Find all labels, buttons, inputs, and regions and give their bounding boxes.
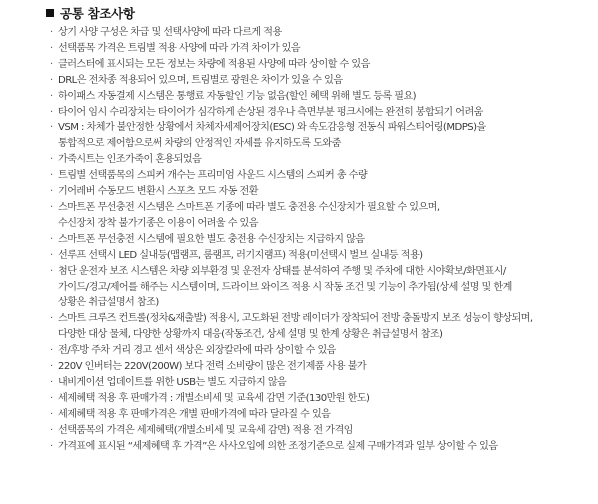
bullet-dot-icon: · bbox=[50, 265, 53, 277]
section-title: 공통 참조사항 bbox=[60, 6, 135, 21]
note-text: DRL은 전차종 적용되어 있으며, 트림별로 광원은 차이가 있을 수 있음 bbox=[58, 74, 343, 86]
note-item bbox=[50, 311, 596, 343]
square-bullet-icon bbox=[46, 9, 54, 17]
note-item bbox=[50, 105, 596, 121]
note-text: 220V 인버터는 220V(200W) 보다 전력 소비량이 많은 전기제품 사용 불가 bbox=[58, 361, 367, 373]
note-item bbox=[50, 89, 596, 105]
note-item bbox=[50, 152, 596, 168]
note-item bbox=[50, 439, 596, 455]
note-item bbox=[50, 41, 596, 57]
note-text-continuation: 통합적으로 제어함으로써 차량의 안정적인 자세를 유지하도록 도와줌 bbox=[58, 138, 341, 150]
note-item bbox=[50, 25, 596, 41]
note-item bbox=[50, 264, 596, 312]
note-text-continuation: 가이드/경고/제어를 해주는 시스템이며, 드라이브 와이즈 적용 시 작동 조건 및 기능이 추가됨(상세 설명 및 한계 bbox=[58, 281, 512, 293]
bullet-dot-icon: · bbox=[50, 424, 53, 436]
note-text: 스마트폰 무선충전 시스템에 필요한 별도 충전용 수신장치는 지급하지 않음 bbox=[58, 233, 365, 245]
bullet-dot-icon: · bbox=[50, 201, 53, 213]
section-heading bbox=[46, 2, 135, 24]
note-item bbox=[50, 343, 596, 359]
note-text: 타이어 임시 수리장치는 타이어가 심각하게 손상된 경우나 측면부분 펑크시에는 완전히 봉합되기 어려움 bbox=[58, 106, 483, 118]
bullet-dot-icon: · bbox=[50, 233, 53, 245]
bullet-dot-icon: · bbox=[50, 361, 53, 373]
bullet-dot-icon: · bbox=[50, 408, 53, 420]
bullet-dot-icon: · bbox=[50, 42, 53, 54]
note-text: 내비게이션 업데이트를 위한 USB는 별도 지급하지 않음 bbox=[58, 376, 287, 388]
note-text: 클러스터에 표시되는 모든 정보는 차량에 적용된 사양에 따라 상이할 수 있음 bbox=[58, 58, 370, 70]
note-item bbox=[50, 120, 596, 152]
bullet-dot-icon: · bbox=[50, 154, 53, 166]
note-text: 상기 사양 구성은 차급 및 선택사양에 따라 다르게 적용 bbox=[58, 27, 282, 38]
bullet-dot-icon: · bbox=[50, 249, 53, 261]
note-text: 기어레버 수동모드 변환시 스포츠 모드 자동 전환 bbox=[58, 186, 258, 198]
bullet-dot-icon: · bbox=[50, 90, 53, 102]
note-item bbox=[50, 200, 596, 232]
note-item bbox=[50, 168, 596, 184]
notes-list bbox=[50, 25, 596, 454]
bullet-dot-icon: · bbox=[50, 186, 53, 198]
bullet-dot-icon: · bbox=[50, 392, 53, 404]
bullet-dot-icon: · bbox=[50, 345, 53, 357]
note-text-continuation: 다양한 대상 물체, 다양한 상황까지 대응(작동조건, 상세 설명 및 한계 상황은 취급설명서 참조) bbox=[58, 329, 443, 341]
note-text: 선루프 선택시 LED 실내등(맵램프, 룸램프, 러기지램프) 적용(미선택시 벌브 실내등 적용) bbox=[58, 249, 423, 261]
bullet-dot-icon: · bbox=[50, 122, 53, 134]
bullet-dot-icon: · bbox=[50, 58, 53, 70]
note-item bbox=[50, 57, 596, 73]
note-text: 스마트폰 무선충전 시스템은 스마트폰 기종에 따라 별도 충전용 수신장치가 필요할 수 있으며, bbox=[58, 201, 440, 213]
bullet-dot-icon: · bbox=[50, 74, 53, 86]
note-text: VSM : 차체가 불안정한 상황에서 차체자세제어장치(ESC) 와 속도감응형 전동식 파워스티어링(MDPS)을 bbox=[58, 122, 486, 134]
note-text: 첨단 운전자 보조 시스템은 차량 외부환경 및 운전자 상태를 분석하여 주행 및 주차에 대한 시야확보/화면표시/ bbox=[58, 265, 506, 277]
bullet-dot-icon: · bbox=[50, 106, 53, 118]
note-item bbox=[50, 375, 596, 391]
note-text: 세제혜택 적용 후 판매가격은 개별 판매가격에 따라 달라질 수 있음 bbox=[58, 408, 331, 420]
note-text: 가죽시트는 인조가죽이 혼용되었음 bbox=[58, 154, 202, 166]
note-item bbox=[50, 73, 596, 89]
note-text: 전/후방 주차 거리 경고 센서 색상은 외장칼라에 따라 상이할 수 있음 bbox=[58, 345, 336, 357]
note-text-continuation: 상황은 취급설명서 참조) bbox=[58, 297, 159, 309]
note-text: 선택품목의 가격은 세제혜택(개별소비세 및 교육세 감면) 적용 전 가격임 bbox=[58, 424, 353, 436]
note-text: 스마트 크루즈 컨트롤(정차&재출발) 적용시, 고도화된 전방 레이더가 장착되어 전방 충돌방지 보조 성능이 향상되며, bbox=[58, 313, 533, 325]
note-item bbox=[50, 359, 596, 375]
note-text: 가격표에 표시된 “세제혜택 후 가격”은 사사오입에 의한 조정기준으로 실제 구매가격과 일부 상이할 수 있음 bbox=[58, 440, 498, 452]
bullet-dot-icon: · bbox=[50, 27, 53, 38]
note-text: 하이패스 자동결제 시스템은 통행료 자동할인 기능 없음(할인 혜택 위해 별도 등록 필요) bbox=[58, 90, 417, 102]
note-item bbox=[50, 407, 596, 423]
bullet-dot-icon: · bbox=[50, 170, 53, 182]
note-text-continuation: 수신장치 장착 불가기종은 이용이 어려울 수 있음 bbox=[58, 217, 258, 229]
note-item bbox=[50, 232, 596, 248]
note-item bbox=[50, 391, 596, 407]
bullet-dot-icon: · bbox=[50, 440, 53, 452]
note-item bbox=[50, 184, 596, 200]
note-text: 트림별 선택품목의 스피커 개수는 프리미엄 사운드 시스템의 스피커 총 수량 bbox=[58, 170, 368, 182]
note-item bbox=[50, 423, 596, 439]
note-text: 세제혜택 적용 후 판매가격 : 개별소비세 및 교육세 감면 기준(130만원 한도) bbox=[58, 392, 370, 404]
note-item bbox=[50, 248, 596, 264]
bullet-dot-icon: · bbox=[50, 313, 53, 325]
note-text: 선택품목 가격은 트림별 적용 사양에 따라 가격 차이가 있음 bbox=[58, 42, 301, 54]
bullet-dot-icon: · bbox=[50, 376, 53, 388]
